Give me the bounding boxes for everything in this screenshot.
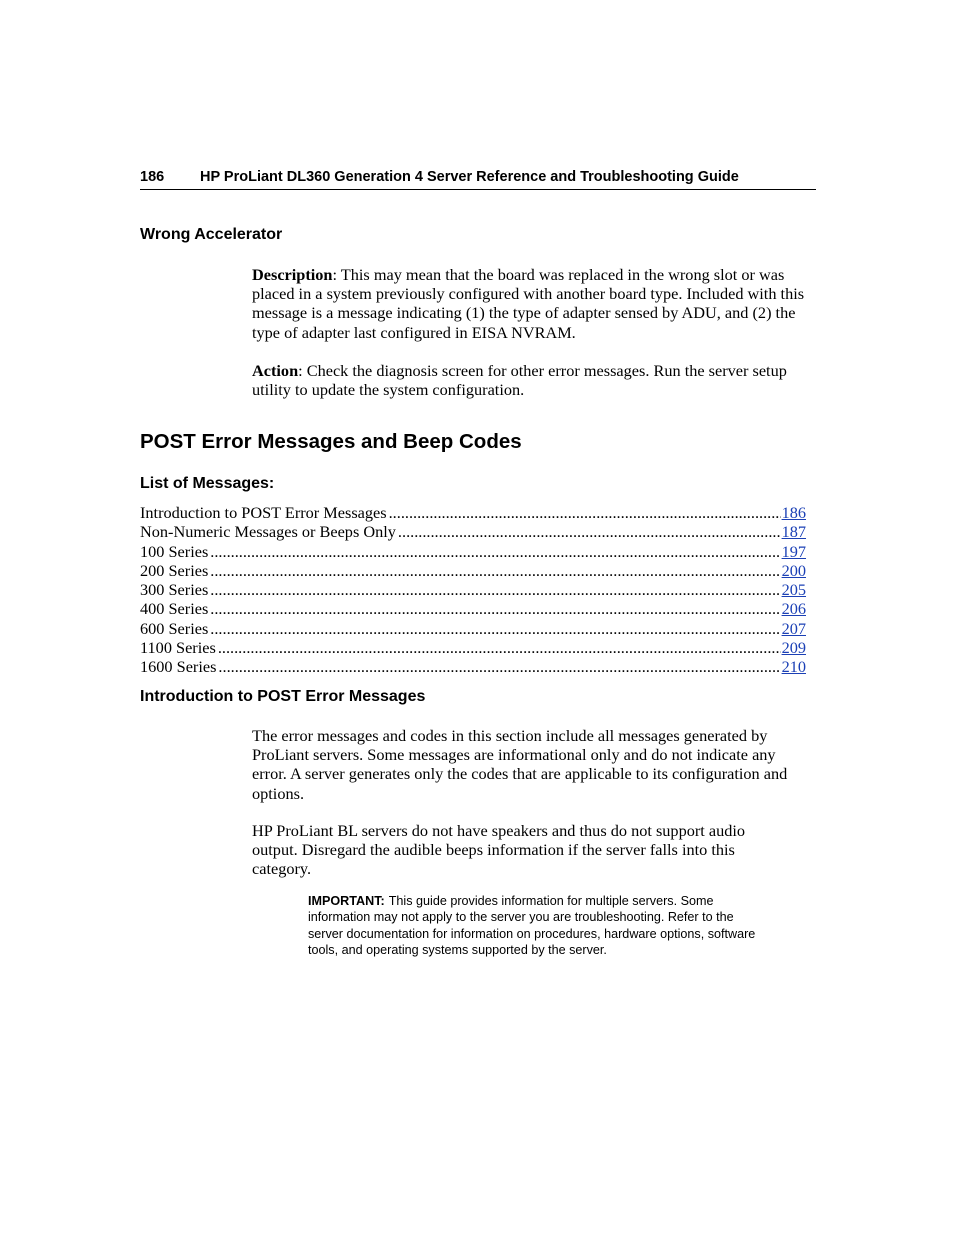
intro-paragraph-2: HP ProLiant BL servers do not have speakers and thus do not support audio output. Disregard the audible beeps information if the server falls into this category. <box>252 821 746 879</box>
action-label: Action <box>252 361 299 380</box>
toc-entry <box>140 580 806 599</box>
table-of-contents <box>140 503 806 676</box>
description-label: Description <box>252 265 333 284</box>
toc-dot-leader <box>210 619 780 638</box>
toc-dot-leader <box>210 580 780 599</box>
toc-entry-title: 600 Series <box>140 618 209 638</box>
toc-page-link[interactable]: 207 <box>781 618 806 638</box>
toc-dot-leader <box>398 522 781 541</box>
toc-entry <box>140 657 806 676</box>
toc-entry <box>140 503 806 522</box>
toc-page-link[interactable]: 210 <box>781 657 806 676</box>
toc-entry-title: 1100 Series <box>140 637 216 657</box>
important-label: IMPORTANT: <box>308 894 385 908</box>
list-of-messages-heading: List of Messages: <box>140 475 275 492</box>
important-note <box>308 893 758 958</box>
important-text: This guide provides information for multiple servers. Some information may not apply to the server you are troubleshooting. Refer to the server documentation for information on procedures, hardware options, software tools, and operating systems supported by the server. <box>308 894 756 957</box>
toc-entry <box>140 619 806 638</box>
document-title: HP ProLiant DL360 Generation 4 Server Reference and Troubleshooting Guide <box>200 169 739 185</box>
toc-entry <box>140 522 806 541</box>
wrong-accelerator-heading: Wrong Accelerator <box>140 226 283 243</box>
toc-dot-leader <box>218 657 780 676</box>
toc-dot-leader <box>218 638 781 657</box>
toc-entry-title: 400 Series <box>140 599 209 619</box>
intro-heading: Introduction to POST Error Messages <box>140 688 426 705</box>
toc-dot-leader <box>210 542 780 561</box>
page-header <box>140 168 816 190</box>
action-text: : Check the diagnosis screen for other error messages. Run the server setup utility to update the system configuration. <box>252 361 787 400</box>
toc-entry <box>140 542 806 561</box>
toc-dot-leader <box>389 503 781 522</box>
toc-page-link[interactable]: 206 <box>781 599 806 619</box>
toc-entry-title: 200 Series <box>140 560 209 580</box>
toc-entry-title: 1600 Series <box>140 657 217 676</box>
intro-paragraph-1: The error messages and codes in this section include all messages generated by ProLiant servers. Some messages are informational only and do not indicate any error. A server generates only the codes that are applicable to its configuration and options. <box>252 726 788 803</box>
description-text: : This may mean that the board was replaced in the wrong slot or was placed in a system previously configured with another board type. Included with this message is a message indicating (1) the type of adapter sensed by ADU, and (2) the type of adapter last configured in EISA NVRAM. <box>252 265 805 342</box>
toc-entry <box>140 599 806 618</box>
toc-page-link[interactable]: 209 <box>781 637 806 657</box>
toc-entry-title: 100 Series <box>140 541 209 561</box>
toc-page-link[interactable]: 187 <box>781 522 806 542</box>
action-paragraph <box>252 361 822 399</box>
toc-page-link[interactable]: 197 <box>781 541 806 561</box>
toc-page-link[interactable]: 200 <box>781 560 806 580</box>
description-paragraph <box>252 265 822 342</box>
toc-entry-title: 300 Series <box>140 580 209 599</box>
page-number: 186 <box>140 169 165 185</box>
toc-entry <box>140 561 806 580</box>
toc-dot-leader <box>210 561 780 580</box>
toc-page-link[interactable]: 205 <box>781 580 806 599</box>
toc-entry <box>140 638 806 657</box>
toc-page-link[interactable]: 186 <box>781 503 806 522</box>
toc-entry-title: Non-Numeric Messages or Beeps Only <box>140 522 396 542</box>
post-section-heading: POST Error Messages and Beep Codes <box>140 430 522 453</box>
toc-dot-leader <box>210 599 780 618</box>
toc-entry-title: Introduction to POST Error Messages <box>140 503 387 522</box>
